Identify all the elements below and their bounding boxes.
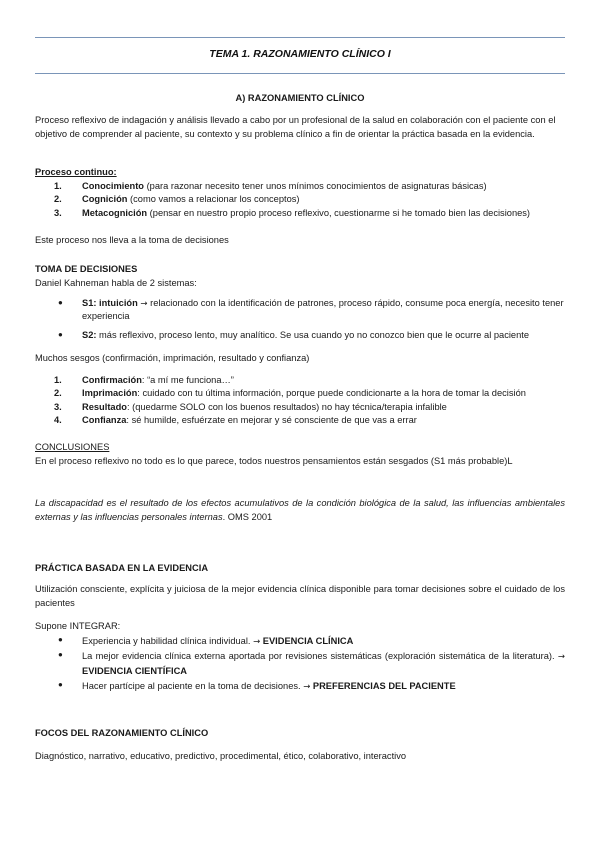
systems-list xyxy=(35,297,565,342)
focos-heading: FOCOS DEL RAZONAMIENTO CLÍNICO xyxy=(35,728,209,738)
bullet-icon: ● xyxy=(58,329,63,339)
item-number: 2. xyxy=(54,388,62,399)
item-term: S2: xyxy=(82,329,97,340)
focos-text: Diagnóstico, narrativo, educativo, predictivo, procedimental, ético, colaborativo, interactivo xyxy=(35,751,407,761)
header-rule-top xyxy=(35,37,565,38)
item-number: 3. xyxy=(54,207,62,218)
quote-paragraph xyxy=(35,496,565,525)
biases-list xyxy=(35,374,565,428)
list-item xyxy=(35,207,565,220)
item-text: : cuidado con tu última información, porque puede condicionarte a la hora de tomar la decisión xyxy=(137,388,526,399)
item-term: Conocimiento xyxy=(82,181,144,191)
header-rule-bottom xyxy=(35,73,565,74)
list-item xyxy=(35,374,565,387)
section-a-intro: Proceso reflexivo de indagación y análisis llevado a cabo por un profesional de la salud en colaboración con el paciente con el objetivo de comprender al paciente, su contexto y su problema clínico a fin de orientar la práctica basada en la evidencia. xyxy=(35,115,556,140)
bullet-icon: ● xyxy=(58,298,63,307)
item-text: relacionado con la identificación de patrones, proceso rápido, consume poca energía, necesito tener experiencia xyxy=(82,298,564,322)
bullet-icon: ● xyxy=(58,635,63,644)
item-term: Confirmación xyxy=(82,375,142,385)
pbe-heading: PRÁCTICA BASADA EN LA EVIDENCIA xyxy=(35,563,209,573)
process-title: Proceso continuo: xyxy=(35,167,117,177)
pbe-definition: Utilización consciente, explícita y juiciosa de la mejor evidencia clínica disponible para tomar decisiones sobre el cuidado de los pacientes xyxy=(35,584,565,609)
item-text: : (quedarme SOLO con los buenos resultados) no hay técnica/terapia infalible xyxy=(126,401,447,412)
conclusions-text: En el proceso reflexivo no todo es lo que parece, todos nuestros pensamientos están sesgados (S1 más probable)L xyxy=(35,456,513,466)
pbe-list xyxy=(35,634,565,694)
list-item xyxy=(35,649,565,679)
list-item xyxy=(35,387,565,400)
item-text: La mejor evidencia clínica externa aportada por revisiones sistemáticas (exploración sistemática de la literatura). xyxy=(82,651,558,662)
quote-text: La discapacidad es el resultado de los efectos acumulativos de la condición biológica de la salud, las influencias ambientales externas y las influencias personales internas xyxy=(35,498,565,523)
bullet-icon: ● xyxy=(58,650,63,660)
item-text: (pensar en nuestro propio proceso reflexivo, cuestionarme si he tomado bien las decisiones) xyxy=(147,207,531,218)
item-text: Experiencia y habilidad clínica individual. xyxy=(82,636,254,646)
document-title: TEMA 1. RAZONAMIENTO CLÍNICO I xyxy=(209,48,391,60)
item-strong: EVIDENCIA CIENTÍFICA xyxy=(82,666,188,677)
list-item xyxy=(35,193,565,206)
item-strong: EVIDENCIA CLÍNICA xyxy=(260,636,354,646)
arrow-icon: → xyxy=(140,299,148,309)
item-number: 1. xyxy=(54,181,62,191)
item-term: Imprimación xyxy=(82,388,138,399)
item-text: : “a mí me funciona…” xyxy=(141,375,234,385)
list-item xyxy=(35,401,565,414)
arrow-icon: → xyxy=(303,681,311,692)
item-strong: PREFERENCIAS DEL PACIENTE xyxy=(310,680,456,691)
decisiones-intro: Daniel Kahneman habla de 2 sistemas: xyxy=(35,278,197,288)
item-number: 4. xyxy=(54,415,62,426)
quote-source: . OMS 2001 xyxy=(222,512,273,523)
item-text: Hacer partícipe al paciente en la toma de decisiones. xyxy=(82,680,304,691)
item-text: (para razonar necesito tener unos mínimos conocimientos de asignaturas básicas) xyxy=(143,181,487,191)
list-item xyxy=(35,297,565,324)
list-item xyxy=(35,414,565,427)
item-text: : sé humilde, esfuérzate en mejorar y sé consciente de que vas a errar xyxy=(126,415,417,426)
list-item xyxy=(35,180,565,193)
process-outro: Este proceso nos lleva a la toma de decisiones xyxy=(35,235,229,245)
item-number: 3. xyxy=(54,401,62,412)
item-text: (como vamos a relacionar los conceptos) xyxy=(127,194,300,205)
biases-intro: Muchos sesgos (confirmación, imprimación, resultado y confianza) xyxy=(35,353,310,363)
item-term: Resultado xyxy=(82,401,127,412)
decisiones-heading: TOMA DE DECISIONES xyxy=(35,264,138,274)
arrow-icon: → xyxy=(557,652,565,663)
process-list xyxy=(35,180,565,220)
section-a-heading: A) RAZONAMIENTO CLÍNICO xyxy=(235,93,365,103)
item-term: Cognición xyxy=(82,194,128,205)
item-number: 2. xyxy=(54,194,62,205)
conclusions-title: CONCLUSIONES xyxy=(35,442,110,452)
pbe-integrate: Supone INTEGRAR: xyxy=(35,621,121,631)
list-item xyxy=(35,329,565,342)
bullet-icon: ● xyxy=(58,679,63,689)
item-term: Metacognición xyxy=(82,207,148,218)
item-number: 1. xyxy=(54,375,62,385)
item-term: S1: intuición xyxy=(82,298,138,308)
list-item xyxy=(35,679,565,694)
item-text: más reflexivo, proceso lento, muy analítico. Se usa cuando yo no conozco bien que le ocurre al paciente xyxy=(96,329,530,340)
item-term: Confianza xyxy=(82,415,127,426)
list-item xyxy=(35,634,565,649)
arrow-icon: → xyxy=(253,637,261,647)
